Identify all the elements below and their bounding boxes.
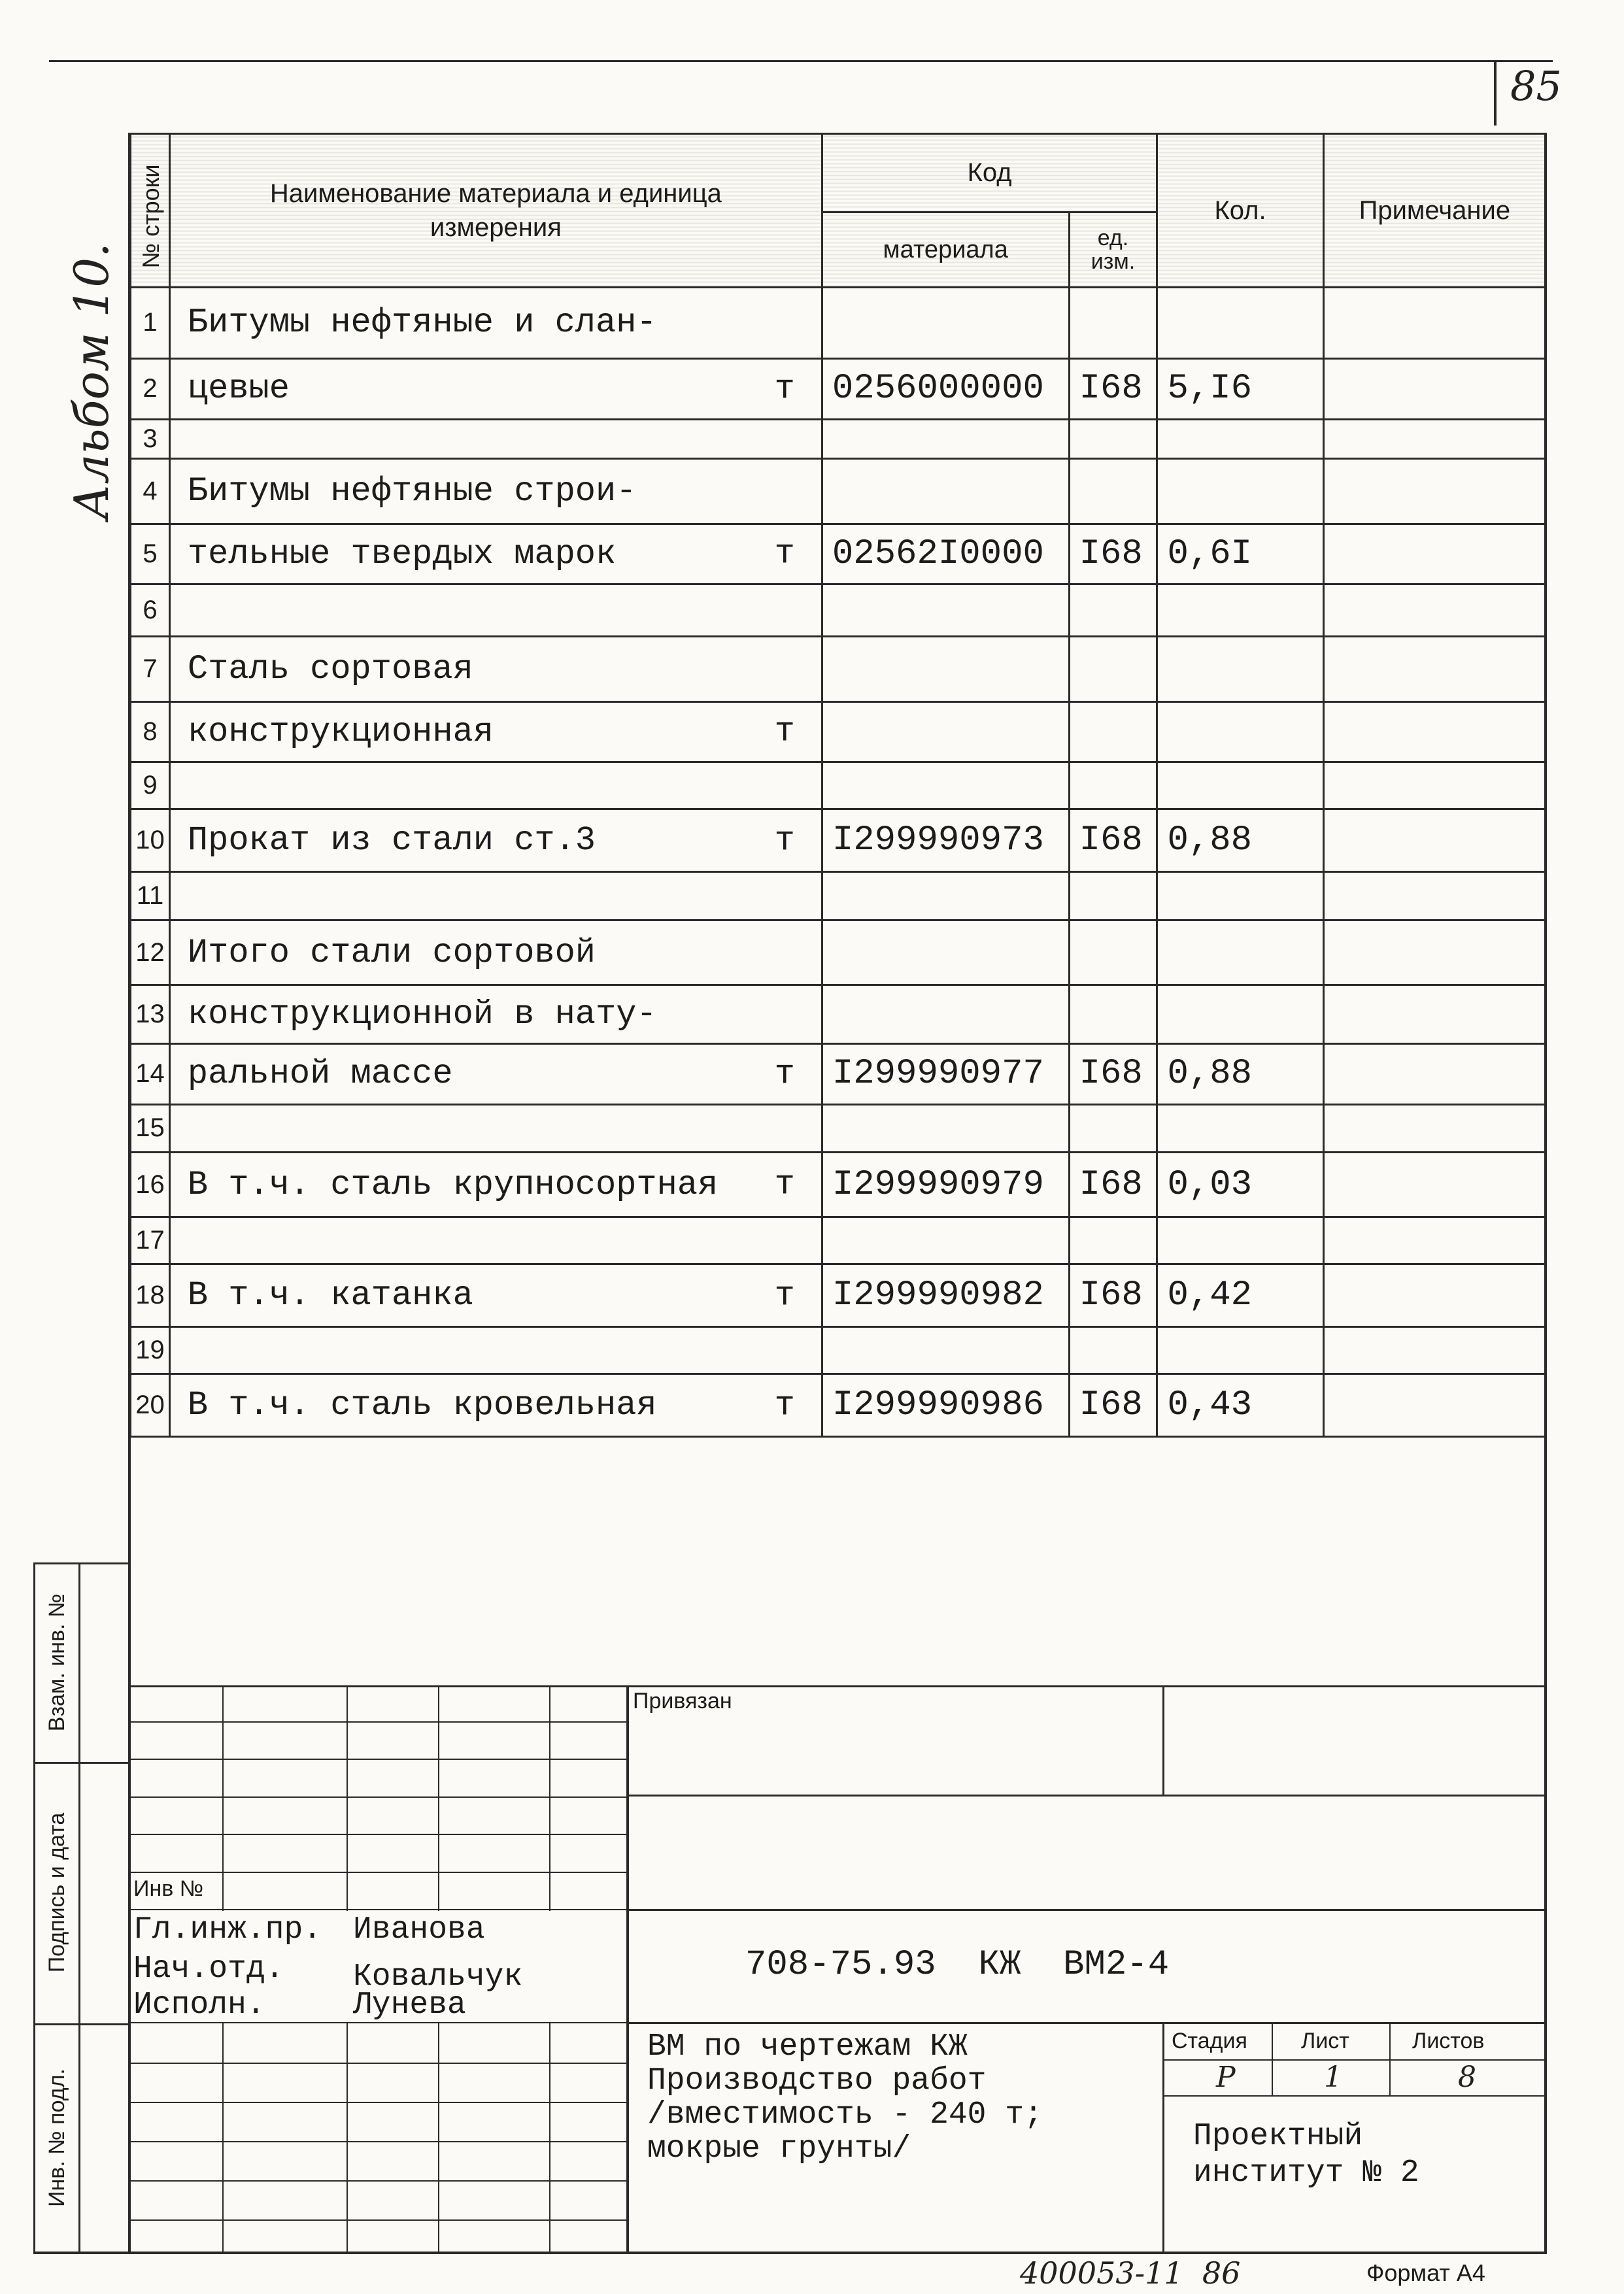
note-cell bbox=[1323, 872, 1546, 920]
measure-unit: т bbox=[774, 1386, 795, 1425]
material-code bbox=[822, 872, 1069, 920]
quantity bbox=[1157, 1104, 1323, 1153]
tb-left-col bbox=[222, 1685, 224, 1911]
material-name: цевые bbox=[187, 369, 290, 409]
material-code bbox=[822, 419, 1069, 459]
tb-privyazan-div bbox=[1162, 1685, 1164, 1796]
unit-code: I68 bbox=[1069, 809, 1157, 872]
tb-left-col bbox=[549, 1685, 550, 1911]
frame-left bbox=[128, 133, 131, 2254]
material-name-cell bbox=[169, 584, 822, 637]
unit-code bbox=[1069, 584, 1157, 637]
header-qty: Кол. bbox=[1157, 134, 1323, 288]
quantity bbox=[1157, 288, 1323, 359]
row-number: 3 bbox=[131, 419, 170, 459]
row-number: 1 bbox=[131, 288, 170, 359]
table-row bbox=[131, 1104, 1546, 1153]
material-code: I299990977 bbox=[822, 1043, 1069, 1104]
material-code bbox=[822, 459, 1069, 524]
table-row bbox=[131, 701, 1546, 762]
unit-code bbox=[1069, 288, 1157, 359]
material-name-cell bbox=[169, 762, 822, 809]
description bbox=[647, 2030, 1043, 2166]
unit-code: I68 bbox=[1069, 358, 1157, 419]
quantity: 0,88 bbox=[1157, 1043, 1323, 1104]
material-name-cell bbox=[169, 459, 822, 524]
tb-left-col bbox=[438, 1685, 439, 1911]
material-code: 0256000000 bbox=[822, 358, 1069, 419]
table-row bbox=[131, 524, 1546, 584]
unit-code bbox=[1069, 985, 1157, 1044]
material-name: В т.ч. сталь крупносортная bbox=[187, 1165, 719, 1204]
material-code bbox=[822, 584, 1069, 637]
material-name: В т.ч. сталь кровельная bbox=[187, 1386, 657, 1425]
material-name: Сталь сортовая bbox=[187, 649, 473, 688]
signer-name: Ковальчук bbox=[353, 1959, 523, 1995]
quantity: 0,88 bbox=[1157, 809, 1323, 872]
doc-code: 708-75.93 КЖ ВМ2-4 bbox=[745, 1945, 1170, 1985]
quantity: 0,6I bbox=[1157, 524, 1323, 584]
material-name-cell bbox=[169, 701, 822, 762]
tb-right-row bbox=[626, 2022, 1546, 2024]
organization bbox=[1193, 2118, 1419, 2191]
description-line: мокрые грунты/ bbox=[647, 2131, 911, 2167]
tb-left-row bbox=[129, 1909, 628, 1910]
unit-code: I68 bbox=[1069, 1043, 1157, 1104]
unit-code bbox=[1069, 419, 1157, 459]
table-row bbox=[131, 1264, 1546, 1327]
table-row bbox=[131, 872, 1546, 920]
quantity: 0,43 bbox=[1157, 1374, 1323, 1437]
unit-code bbox=[1069, 701, 1157, 762]
material-name-cell bbox=[169, 1264, 822, 1327]
tb-stage-col bbox=[1272, 2022, 1273, 2097]
tb-left-col bbox=[549, 2022, 550, 2253]
unit-code: I68 bbox=[1069, 1153, 1157, 1217]
material-code: I299990973 bbox=[822, 809, 1069, 872]
measure-unit: т bbox=[774, 821, 795, 860]
material-name-cell bbox=[169, 1153, 822, 1217]
note-cell bbox=[1323, 920, 1546, 985]
tb-left-col bbox=[222, 2022, 224, 2253]
measure-unit: т bbox=[774, 534, 795, 573]
material-name: В т.ч. катанка bbox=[187, 1276, 473, 1315]
quantity: 0,42 bbox=[1157, 1264, 1323, 1327]
page-number-box-rule bbox=[1494, 60, 1497, 126]
row-number: 19 bbox=[131, 1327, 170, 1374]
quantity bbox=[1157, 1217, 1323, 1264]
quantity bbox=[1157, 584, 1323, 637]
tb-stage-divider bbox=[1162, 2022, 1164, 2253]
sheet-value: 1 bbox=[1324, 2061, 1342, 2094]
tb-main-divider bbox=[626, 1685, 629, 2253]
quantity bbox=[1157, 920, 1323, 985]
row-number: 6 bbox=[131, 584, 170, 637]
material-name: Битумы нефтяные и слан- bbox=[187, 303, 657, 343]
material-name: тельные твердых марок bbox=[187, 534, 617, 573]
table-row bbox=[131, 1217, 1546, 1264]
material-name: Битумы нефтяные строи- bbox=[187, 471, 637, 511]
header-code: Код bbox=[822, 134, 1157, 212]
material-name-cell bbox=[169, 1327, 822, 1374]
stage-value: Р bbox=[1216, 2061, 1236, 2094]
measure-unit: т bbox=[774, 1054, 795, 1094]
stamp-strip-inner bbox=[78, 1562, 80, 2253]
signer-role: Нач.отд. bbox=[133, 1951, 284, 1987]
note-cell bbox=[1323, 1327, 1546, 1374]
quantity: 0,03 bbox=[1157, 1153, 1323, 1217]
tb-left-col bbox=[347, 1685, 348, 1911]
row-number: 4 bbox=[131, 459, 170, 524]
signer-name: Лунева bbox=[353, 1987, 466, 2023]
unit-code: I68 bbox=[1069, 524, 1157, 584]
quantity bbox=[1157, 985, 1323, 1044]
material-code bbox=[822, 985, 1069, 1044]
note-cell bbox=[1323, 985, 1546, 1044]
table-row bbox=[131, 1327, 1546, 1374]
description-line: Производство работ bbox=[647, 2063, 987, 2099]
table-row bbox=[131, 419, 1546, 459]
row-number: 16 bbox=[131, 1153, 170, 1217]
row-number: 7 bbox=[131, 637, 170, 701]
header-note: Примечание bbox=[1323, 134, 1546, 288]
material-name: конструкционная bbox=[187, 712, 494, 751]
materials-table bbox=[129, 133, 1547, 1438]
table-row bbox=[131, 637, 1546, 701]
row-number: 11 bbox=[131, 872, 170, 920]
unit-code bbox=[1069, 459, 1157, 524]
quantity bbox=[1157, 637, 1323, 701]
material-code bbox=[822, 762, 1069, 809]
signer-role: Гл.инж.пр. bbox=[133, 1912, 322, 1948]
tb-left-row bbox=[129, 1796, 628, 1798]
unit-code bbox=[1069, 1327, 1157, 1374]
tb-top bbox=[129, 1685, 1546, 1687]
row-number: 13 bbox=[131, 985, 170, 1044]
format-label: Формат А4 bbox=[1366, 2259, 1485, 2286]
unit-code bbox=[1069, 920, 1157, 985]
tb-left-row bbox=[129, 1872, 628, 1873]
note-cell bbox=[1323, 1374, 1546, 1437]
tb-stage-col bbox=[1389, 2022, 1391, 2097]
sheets-label: Листов bbox=[1412, 2029, 1485, 2053]
stage-label: Стадия bbox=[1172, 2029, 1247, 2053]
material-name-cell bbox=[169, 358, 822, 419]
material-name: конструкционной в нату- bbox=[187, 994, 657, 1034]
top-rule bbox=[49, 60, 1553, 62]
note-cell bbox=[1323, 584, 1546, 637]
note-cell bbox=[1323, 358, 1546, 419]
table-row bbox=[131, 288, 1546, 359]
privyazan-label: Привязан bbox=[633, 1689, 732, 1713]
handwritten-number: 400053-11 86 bbox=[1020, 2255, 1241, 2291]
note-cell bbox=[1323, 1104, 1546, 1153]
measure-unit: т bbox=[774, 712, 795, 751]
note-cell bbox=[1323, 809, 1546, 872]
note-cell bbox=[1323, 419, 1546, 459]
material-name-cell bbox=[169, 920, 822, 985]
note-cell bbox=[1323, 1043, 1546, 1104]
inv-no-label: Инв № bbox=[133, 1876, 204, 1901]
signer-name: Иванова bbox=[353, 1912, 485, 1948]
material-code: 02562I0000 bbox=[822, 524, 1069, 584]
row-number: 18 bbox=[131, 1264, 170, 1327]
material-code bbox=[822, 1104, 1069, 1153]
frame-right bbox=[1544, 133, 1547, 2254]
header-name-text: Наименование материала и единица измерения bbox=[269, 179, 722, 242]
row-number: 10 bbox=[131, 809, 170, 872]
material-code: I299990986 bbox=[822, 1374, 1069, 1437]
tb-stage-row bbox=[1162, 2095, 1546, 2097]
material-name: ральной массе bbox=[187, 1054, 453, 1094]
row-number: 8 bbox=[131, 701, 170, 762]
signer-role: Исполн. bbox=[133, 1987, 265, 2023]
tb-left-row bbox=[129, 2219, 628, 2221]
row-number: 17 bbox=[131, 1217, 170, 1264]
stamp-podpis: Подпись и дата bbox=[44, 1812, 69, 1973]
stamp-div-1 bbox=[33, 1762, 130, 1764]
album-label: Альбом 10. bbox=[64, 243, 119, 520]
tb-left-row bbox=[129, 1721, 628, 1723]
tb-left-row bbox=[129, 2063, 628, 2064]
material-code bbox=[822, 701, 1069, 762]
material-name-cell bbox=[169, 809, 822, 872]
quantity bbox=[1157, 872, 1323, 920]
organization-line: Проектный bbox=[1193, 2119, 1363, 2154]
row-number: 20 bbox=[131, 1374, 170, 1437]
table-row bbox=[131, 1153, 1546, 1217]
material-code bbox=[822, 1327, 1069, 1374]
description-line: /вместимость - 240 т; bbox=[647, 2097, 1043, 2133]
sheets-value: 8 bbox=[1458, 2061, 1476, 2094]
header-row-no-cell bbox=[131, 134, 170, 288]
material-name: Итого стали сортовой bbox=[187, 933, 596, 972]
note-cell bbox=[1323, 1217, 1546, 1264]
material-name-cell bbox=[169, 637, 822, 701]
material-code: I299990979 bbox=[822, 1153, 1069, 1217]
quantity bbox=[1157, 459, 1323, 524]
tb-left-row bbox=[129, 2180, 628, 2182]
header-code-material: материала bbox=[822, 212, 1069, 288]
material-name-cell bbox=[169, 1104, 822, 1153]
stamp-strip-left bbox=[33, 1562, 35, 2253]
material-code bbox=[822, 1217, 1069, 1264]
organization-line: институт № 2 bbox=[1193, 2155, 1419, 2191]
measure-unit: т bbox=[774, 1165, 795, 1204]
unit-code bbox=[1069, 1217, 1157, 1264]
material-name-cell bbox=[169, 1374, 822, 1437]
note-cell bbox=[1323, 524, 1546, 584]
header-name bbox=[169, 134, 822, 288]
note-cell bbox=[1323, 1153, 1546, 1217]
unit-code bbox=[1069, 872, 1157, 920]
tb-left-row bbox=[129, 2102, 628, 2103]
stamp-inv-podl: Инв. № подл. bbox=[44, 2068, 69, 2207]
table-row bbox=[131, 920, 1546, 985]
stamp-vzam: Взам. инв. № bbox=[44, 1593, 69, 1732]
measure-unit: т bbox=[774, 369, 795, 409]
row-number: 9 bbox=[131, 762, 170, 809]
note-cell bbox=[1323, 701, 1546, 762]
unit-code: I68 bbox=[1069, 1264, 1157, 1327]
quantity bbox=[1157, 419, 1323, 459]
tb-right-row bbox=[626, 1909, 1546, 1911]
table-row bbox=[131, 809, 1546, 872]
sheet-label: Лист bbox=[1301, 2029, 1349, 2053]
table-row bbox=[131, 1043, 1546, 1104]
page-number: 85 bbox=[1510, 62, 1562, 110]
tb-left-col bbox=[438, 2022, 439, 2253]
unit-code bbox=[1069, 1104, 1157, 1153]
row-number: 2 bbox=[131, 358, 170, 419]
material-name-cell bbox=[169, 1043, 822, 1104]
table-row bbox=[131, 459, 1546, 524]
table-row bbox=[131, 1374, 1546, 1437]
material-name-cell bbox=[169, 1217, 822, 1264]
row-number: 14 bbox=[131, 1043, 170, 1104]
tb-left-row bbox=[129, 1834, 628, 1835]
unit-code bbox=[1069, 637, 1157, 701]
tb-left-col bbox=[347, 2022, 348, 2253]
note-cell bbox=[1323, 288, 1546, 359]
tb-right-row bbox=[626, 1795, 1546, 1796]
material-code bbox=[822, 920, 1069, 985]
table-row bbox=[131, 584, 1546, 637]
material-name-cell bbox=[169, 872, 822, 920]
unit-code: I68 bbox=[1069, 1374, 1157, 1437]
quantity bbox=[1157, 762, 1323, 809]
quantity bbox=[1157, 1327, 1323, 1374]
measure-unit: т bbox=[774, 1276, 795, 1315]
quantity bbox=[1157, 701, 1323, 762]
material-name-cell bbox=[169, 288, 822, 359]
header-code-unit-text: ед. изм. bbox=[1091, 226, 1136, 274]
tb-left-row bbox=[129, 2141, 628, 2142]
description-line: ВМ по чертежам КЖ bbox=[647, 2029, 968, 2065]
material-name-cell bbox=[169, 985, 822, 1044]
material-name: Прокат из стали ст.3 bbox=[187, 821, 596, 860]
table-row bbox=[131, 985, 1546, 1044]
table-row bbox=[131, 762, 1546, 809]
note-cell bbox=[1323, 762, 1546, 809]
material-code: I299990982 bbox=[822, 1264, 1069, 1327]
table-row bbox=[131, 358, 1546, 419]
material-name-cell bbox=[169, 524, 822, 584]
note-cell bbox=[1323, 637, 1546, 701]
note-cell bbox=[1323, 459, 1546, 524]
quantity: 5,I6 bbox=[1157, 358, 1323, 419]
row-number: 5 bbox=[131, 524, 170, 584]
header-code-unit bbox=[1069, 212, 1157, 288]
row-number: 15 bbox=[131, 1104, 170, 1153]
material-name-cell bbox=[169, 419, 822, 459]
unit-code bbox=[1069, 762, 1157, 809]
material-code bbox=[822, 288, 1069, 359]
row-number: 12 bbox=[131, 920, 170, 985]
tb-left-row bbox=[129, 1759, 628, 1760]
frame-bottom bbox=[33, 2252, 1547, 2254]
material-code bbox=[822, 637, 1069, 701]
note-cell bbox=[1323, 1264, 1546, 1327]
header-row-no: № строки bbox=[137, 164, 164, 269]
